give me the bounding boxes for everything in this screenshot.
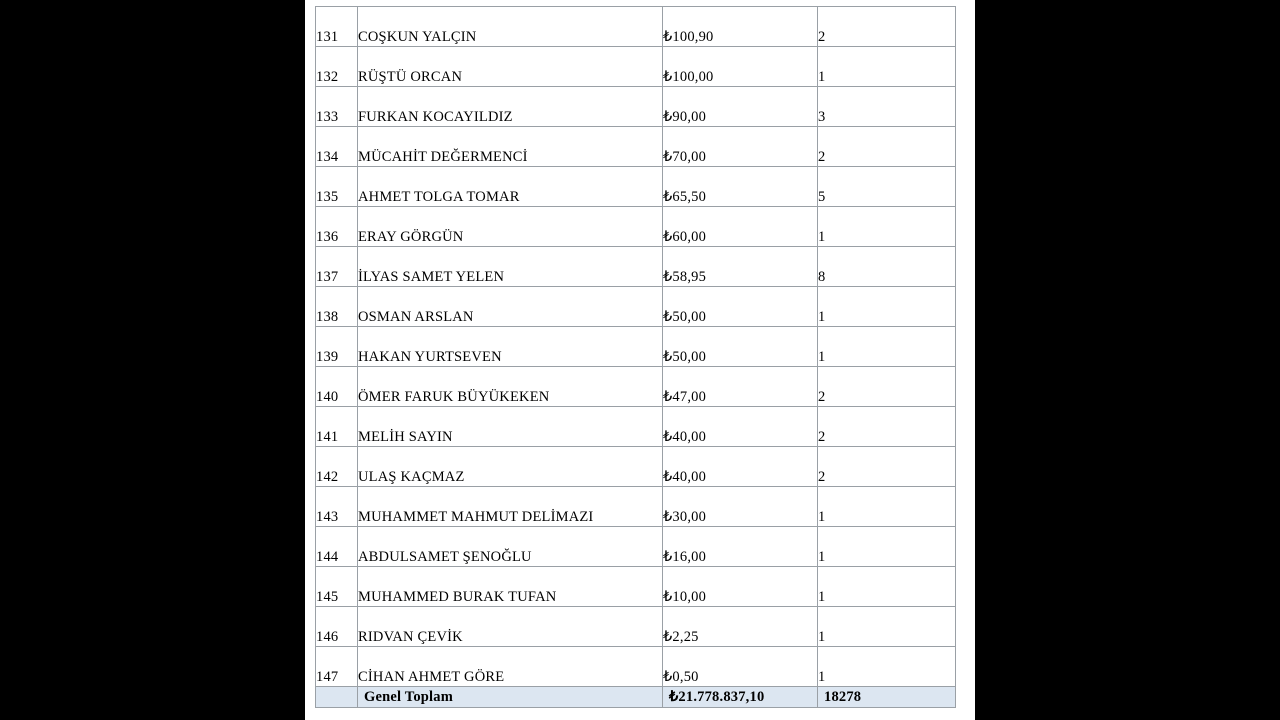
row-count: 2 [818,447,956,487]
total-count: 18278 [818,687,956,708]
row-name: MELİH SAYIN [358,407,663,447]
row-rank: 146 [316,607,358,647]
row-amount: ₺16,00 [663,527,818,567]
row-rank: 140 [316,367,358,407]
row-count: 1 [818,607,956,647]
table-row [316,7,956,47]
row-rank: 135 [316,167,358,207]
row-rank: 142 [316,447,358,487]
row-rank: 139 [316,327,358,367]
table-row [316,167,956,207]
row-name: ABDULSAMET ŞENOĞLU [358,527,663,567]
row-name: OSMAN ARSLAN [358,287,663,327]
table-row [316,447,956,487]
row-rank: 134 [316,127,358,167]
table-row [316,327,956,367]
total-label: Genel Toplam [358,687,663,708]
total-amount: ₺21.778.837,10 [663,687,818,708]
row-rank: 133 [316,87,358,127]
row-name: AHMET TOLGA TOMAR [358,167,663,207]
table-row [316,287,956,327]
row-name: ERAY GÖRGÜN [358,207,663,247]
table-row [316,647,956,687]
total-rank-spacer [316,687,358,708]
table-row [316,47,956,87]
row-rank: 145 [316,567,358,607]
row-rank: 141 [316,407,358,447]
donations-table [315,6,956,708]
row-name: RÜŞTÜ ORCAN [358,47,663,87]
row-amount: ₺100,90 [663,7,818,47]
table-row [316,407,956,447]
row-amount: ₺47,00 [663,367,818,407]
row-amount: ₺40,00 [663,447,818,487]
row-amount: ₺2,25 [663,607,818,647]
row-amount: ₺10,00 [663,567,818,607]
row-count: 1 [818,287,956,327]
row-name: RIDVAN ÇEVİK [358,607,663,647]
row-count: 1 [818,527,956,567]
row-rank: 147 [316,647,358,687]
row-amount: ₺0,50 [663,647,818,687]
row-name: ULAŞ KAÇMAZ [358,447,663,487]
row-count: 1 [818,487,956,527]
row-amount: ₺90,00 [663,87,818,127]
row-name: FURKAN KOCAYILDIZ [358,87,663,127]
row-count: 2 [818,407,956,447]
row-count: 2 [818,7,956,47]
row-count: 2 [818,367,956,407]
table-body [316,7,956,708]
row-name: ÖMER FARUK BÜYÜKEKEN [358,367,663,407]
row-count: 1 [818,47,956,87]
row-name: COŞKUN YALÇIN [358,7,663,47]
row-amount: ₺40,00 [663,407,818,447]
table-row [316,487,956,527]
row-amount: ₺60,00 [663,207,818,247]
table-row [316,567,956,607]
row-name: MUHAMMED BURAK TUFAN [358,567,663,607]
row-amount: ₺30,00 [663,487,818,527]
row-count: 8 [818,247,956,287]
spreadsheet-area [315,6,965,708]
row-name: HAKAN YURTSEVEN [358,327,663,367]
table-row [316,527,956,567]
row-name: MÜCAHİT DEĞERMENCİ [358,127,663,167]
table-row [316,607,956,647]
row-rank: 137 [316,247,358,287]
row-rank: 131 [316,7,358,47]
table-row [316,207,956,247]
row-count: 3 [818,87,956,127]
table-row [316,247,956,287]
row-count: 1 [818,327,956,367]
row-amount: ₺50,00 [663,327,818,367]
row-amount: ₺100,00 [663,47,818,87]
row-count: 1 [818,647,956,687]
row-name: MUHAMMET MAHMUT DELİMAZI [358,487,663,527]
row-amount: ₺50,00 [663,287,818,327]
row-count: 2 [818,127,956,167]
row-rank: 138 [316,287,358,327]
document-page [305,0,975,720]
row-count: 5 [818,167,956,207]
row-rank: 132 [316,47,358,87]
row-amount: ₺58,95 [663,247,818,287]
row-name: İLYAS SAMET YELEN [358,247,663,287]
row-rank: 136 [316,207,358,247]
table-row [316,87,956,127]
row-rank: 143 [316,487,358,527]
row-amount: ₺70,00 [663,127,818,167]
row-count: 1 [818,207,956,247]
table-row [316,127,956,167]
row-rank: 144 [316,527,358,567]
row-name: CİHAN AHMET GÖRE [358,647,663,687]
row-count: 1 [818,567,956,607]
table-total-row [316,687,956,708]
table-row [316,367,956,407]
row-amount: ₺65,50 [663,167,818,207]
